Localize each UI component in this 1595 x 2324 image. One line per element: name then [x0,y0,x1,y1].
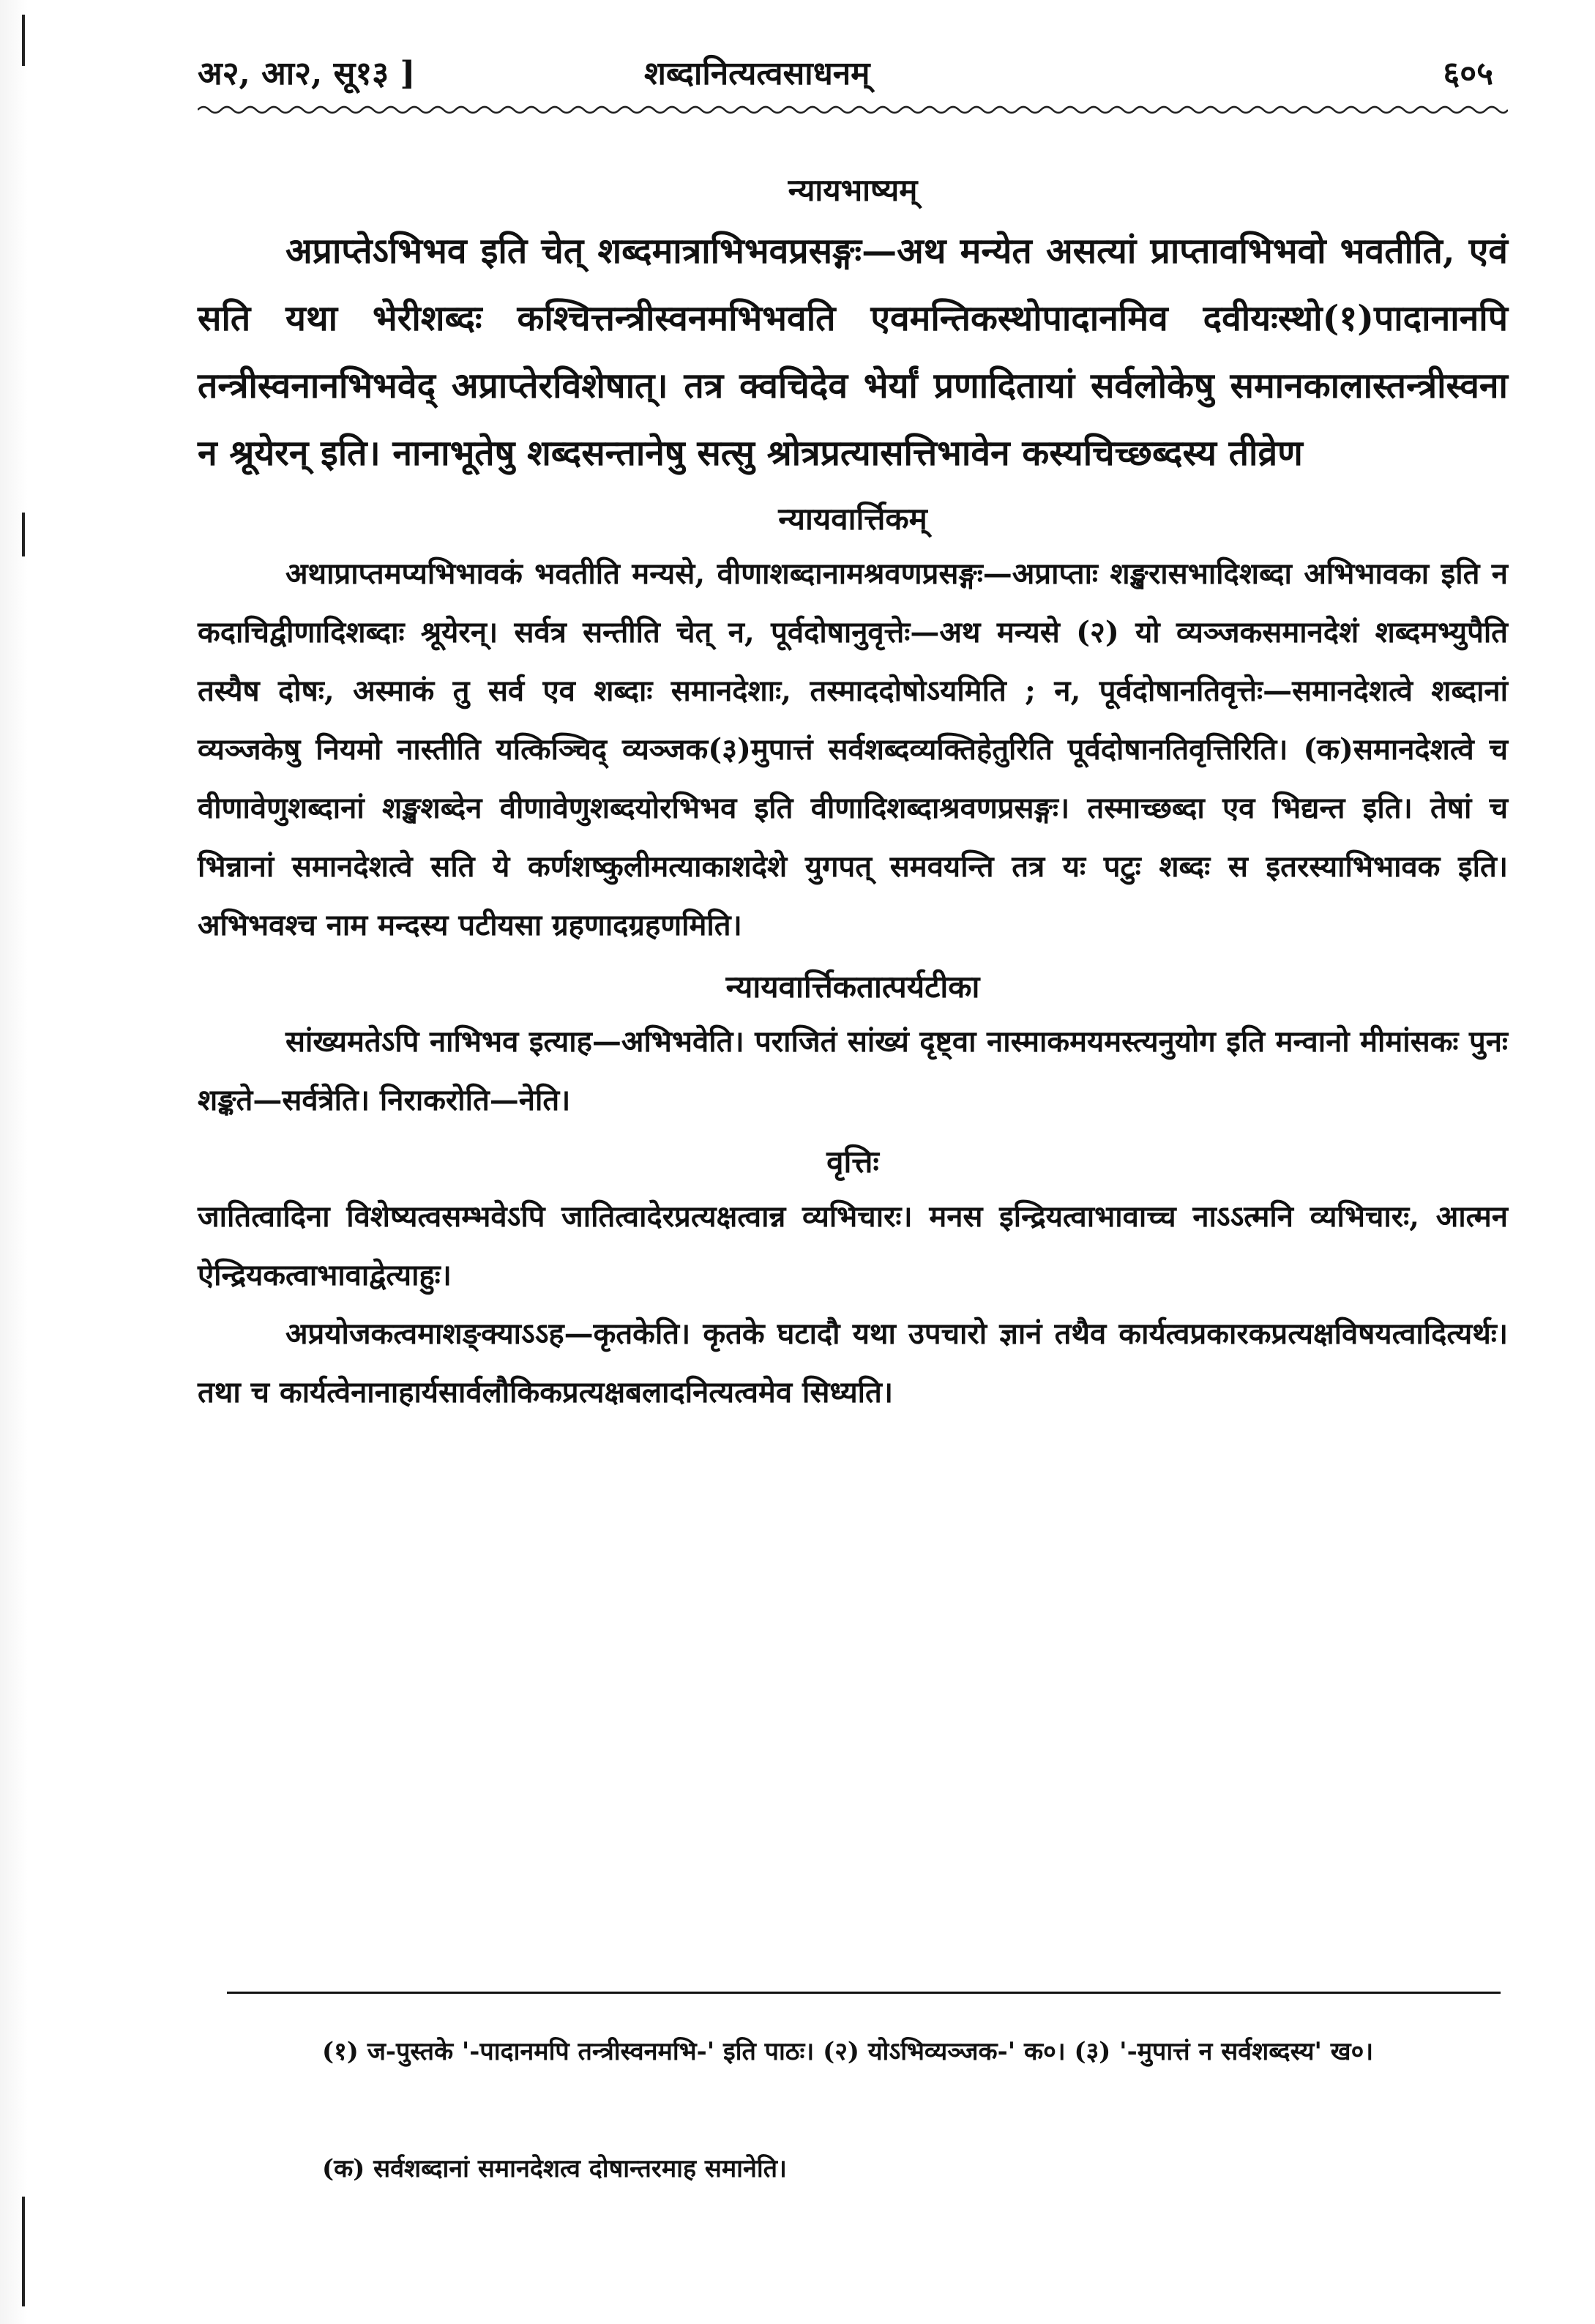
scan-margin [0,0,28,2324]
section-title-vritti: वृत्तिः [826,1144,879,1180]
nyayabhashya-paragraph: अप्राप्तेऽभिभव इति चेत् शब्दमात्राभिभवप्रसङ्गः—अथ मन्येत असत्यां प्राप्तावभिभवो भवतीति, एवं सति यथा भेरीशब्दः कश्चित्तन्त्रीस्वनमभिभवति एवमन्तिकस्थोपादानमिव दवीयःस्थो(१)पादानानपि तन्त्रीस्वनानभिभवेद् अप्राप्तेरविशेषात्। तत्र क्वचिदेव भेर्यां प्रणादितायां सर्वलोकेषु समानकालास्तन्त्रीस्वना न श्रूयेरन् इति। नानाभूतेषु शब्दसन्तानेषु सत्सु श्रोत्रप्रत्यासत्तिभावेन कस्यचिच्छब्दस्य तीव्रेण [198,231,1508,474]
vritti-paragraph: अप्रयोजकत्वमाशङ्क्याऽऽह—कृतकेति। कृतके घटादौ यथा उपचारो ज्ञानं तथैव कार्यत्वप्रकारकप्रत्यक्षविषयत्वादित्यर्थः। तथा च कार्यत्वेनानाहार्यसार्वलौकिकप्रत्यक्षबलादनित्यत्वमेव सिध्यति। [198,1316,1508,1409]
vritti-paragraph: जातित्वादिना विशेष्यत्वसम्भवेऽपि जातित्वादेरप्रत्यक्षत्वान्न व्यभिचारः। मनस इन्द्रियत्वाभावाच्च नाऽऽत्मनि व्यभिचारः, आत्मन ऐन्द्रियकत्वाभावाद्वेत्याहुः। [198,1199,1508,1292]
page-number: ६०५ [1443,55,1493,92]
page [198,29,1508,1422]
footnote: (क) सर्वशब्दानां समानदेशत्व दोषान्तरमाह समानेति। [322,2154,787,2183]
tatparyatika-paragraph: सांख्यमतेऽपि नाभिभव इत्याह—अभिभवेति। पराजितं सांख्यं दृष्ट्वा नास्माकमयमस्त्यनुयोग इति मन्वानो मीमांसकः पुनः शङ्कते—सर्वत्रेति। निराकरोति—नेति। [198,1024,1508,1117]
nyayavarttika-paragraph: अथाप्राप्तमप्यभिभावकं भवतीति मन्यसे, वीणाशब्दानामश्रवणप्रसङ्गः—अप्राप्ताः शङ्खरासभादिशब्दा अभिभावका इति न कदाचिद्वीणादिशब्दाः श्रूयेरन्। सर्वत्र सन्तीति चेत् न, पूर्वदोषानुवृत्तेः—अथ मन्यसे (२) यो व्यञ्जकसमानदेशं शब्दमभ्युपैति तस्यैष दोषः, अस्माकं तु सर्व एव शब्दाः समानदेशाः, तस्माददोषोऽयमिति ; न, पूर्वदोषानतिवृत्तेः—समानदेशत्वे शब्दानां व्यञ्जकेषु नियमो नास्तीति यत्किञ्चिद् व्यञ्जक(३)मुपात्तं सर्वशब्दव्यक्तिहेतुरिति पूर्वदोषानतिवृत्तिरिति। (क)समानदेशत्वे च वीणावेणुशब्दानां शङ्खशब्देन वीणावेणुशब्दयोरभिभव इति वीणादिशब्दाश्रवणप्रसङ्गः। तस्माच्छब्दा एव भिद्यन्त इति। तेषां च भिन्नानां समानदेशत्वे सति ये कर्णशष्कुलीमत्याकाशदेशे युगपत् समवयन्ति तत्र यः पटुः शब्दः स इतरस्याभिभावक इति। अभिभवश्च नाम मन्दस्य पटीयसा ग्रहणादग्रहणमिति। [198,556,1508,942]
footnote-rule [227,1992,1501,1994]
section-title-tatparyatika: न्यायवार्त्तिकतात्पर्यटीका [725,969,980,1005]
section-title-nyayavarttika: न्यायवार्त्तिकम् [778,501,927,537]
header-title: शब्दानित्यत्वसाधनम् [644,55,870,92]
running-header [198,29,1508,110]
scan-mark [22,2197,25,2306]
footnote: (१) ज-पुस्तके '-पादानमपि तन्त्रीस्वनमभि-' इति पाठः। (२) योऽभिव्यञ्जक-' क०। (३) '-मुपात्तं न सर्वशब्दस्य' ख०। [322,2037,1374,2066]
header-reference: अ२, आ२, सू१३ ] [198,55,416,92]
header-wavy-rule [198,103,1508,117]
scan-mark [22,15,25,66]
scan-mark [22,513,25,556]
section-title-nyayabhashya: न्यायभाष्यम् [788,172,918,208]
